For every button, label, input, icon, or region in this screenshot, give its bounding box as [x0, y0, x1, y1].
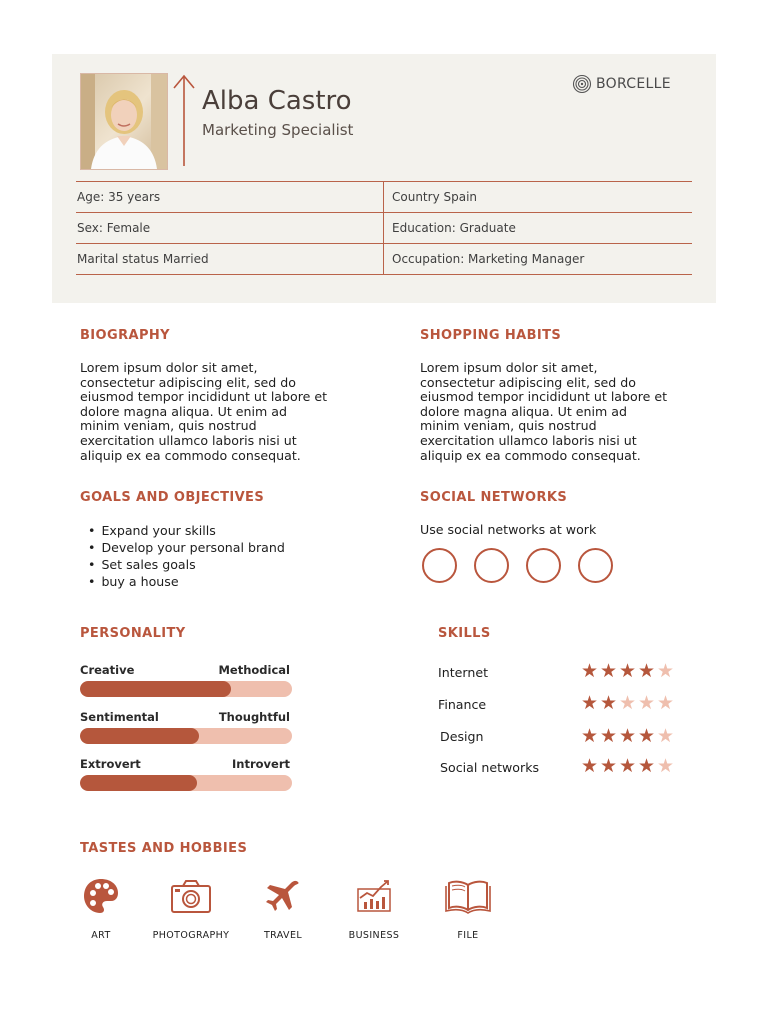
info-sex: Sex: Female [76, 213, 384, 243]
star-empty-icon: ★ [618, 692, 637, 714]
biography-title: BIOGRAPHY [80, 328, 170, 343]
palette-icon [81, 876, 121, 916]
star-filled-icon: ★ [618, 725, 637, 747]
personality-bar [80, 728, 292, 744]
personality-bar-fill [80, 681, 231, 697]
profile-photo [80, 73, 168, 170]
goal-item: • Develop your personal brand [88, 539, 285, 556]
camera-icon [169, 876, 213, 916]
star-filled-icon: ★ [580, 692, 599, 714]
info-row [76, 181, 692, 212]
skill-rating [580, 694, 675, 713]
airplane-icon [263, 876, 303, 916]
hobby-label: ART [91, 930, 111, 941]
hobby-file [423, 876, 513, 941]
goals-title: GOALS AND OBJECTIVES [80, 490, 265, 505]
hobby-label: BUSINESS [348, 930, 400, 941]
info-occupation: Occupation: Marketing Manager [392, 252, 585, 266]
star-filled-icon: ★ [618, 660, 637, 682]
star-empty-icon: ★ [656, 660, 675, 682]
star-filled-icon: ★ [580, 725, 599, 747]
goal-item: • Set sales goals [88, 556, 285, 573]
trait-right-label: Thoughtful [218, 710, 290, 724]
personality-bar [80, 775, 292, 791]
brand-logo [572, 74, 671, 94]
star-empty-icon: ★ [656, 725, 675, 747]
star-filled-icon: ★ [580, 755, 599, 777]
social-networks-text: Use social networks at work [420, 522, 597, 537]
open-book-icon [445, 876, 491, 916]
star-filled-icon: ★ [637, 755, 656, 777]
skill-rating [580, 757, 675, 776]
skill-rating [580, 727, 675, 746]
info-marital-status: Marital status Married [76, 244, 384, 274]
trait-left-label: Creative [80, 663, 135, 677]
hobby-label: FILE [457, 930, 479, 941]
skill-rating [580, 662, 675, 681]
shopping-habits-text: Lorem ipsum dolor sit amet, consectetur adipiscing elit, sed do eiusmod tempor incididunt ut labore et dolore magna aliqua. Ut enim ad minim veniam, quis nostrud exercitation ullamco laboris nisi ut aliquip ex ea commodo consequat. [420, 360, 668, 463]
business-chart-icon [354, 876, 394, 916]
star-empty-icon: ★ [637, 692, 656, 714]
hobby-label: TRAVEL [263, 930, 303, 941]
star-filled-icon: ★ [599, 755, 618, 777]
skills-title: SKILLS [438, 626, 491, 641]
trait-left-label: Extrovert [80, 757, 141, 771]
social-network-circle[interactable] [422, 548, 457, 583]
social-network-circle[interactable] [526, 548, 561, 583]
info-row [76, 212, 692, 243]
trait-left-label: Sentimental [80, 710, 159, 724]
info-age: Age: 35 years [76, 182, 384, 212]
shopping-habits-title: SHOPPING HABITS [420, 328, 562, 343]
goal-item: • buy a house [88, 573, 285, 590]
star-empty-icon: ★ [656, 755, 675, 777]
personality-bar-fill [80, 775, 197, 791]
fingerprint-logo-icon [572, 74, 592, 94]
info-education: Education: Graduate [392, 221, 516, 235]
up-arrow-icon [170, 72, 198, 168]
skill-name: Finance [438, 697, 487, 712]
hobby-photography [146, 876, 236, 941]
brand-name: BORCELLE [596, 76, 671, 92]
star-filled-icon: ★ [599, 660, 618, 682]
info-row [76, 243, 692, 275]
skill-name: Internet [438, 665, 489, 680]
trait-right-label: Introvert [232, 757, 290, 771]
trait-right-label: Methodical [218, 663, 290, 677]
skill-name: Design [440, 729, 484, 744]
info-country: Country Spain [392, 190, 478, 204]
hobby-travel [238, 876, 328, 941]
goals-list [88, 522, 285, 590]
star-filled-icon: ★ [580, 660, 599, 682]
hobbies-title: TASTES AND HOBBIES [80, 841, 248, 856]
personality-bar [80, 681, 292, 697]
star-filled-icon: ★ [637, 660, 656, 682]
star-filled-icon: ★ [599, 725, 618, 747]
profile-photo-illustration [81, 74, 167, 169]
personality-bar-fill [80, 728, 199, 744]
personality-title: PERSONALITY [80, 626, 186, 641]
skill-name: Social networks [440, 760, 540, 775]
hobby-label: PHOTOGRAPHY [152, 930, 230, 941]
person-name: Alba Castro [202, 86, 352, 116]
star-filled-icon: ★ [599, 692, 618, 714]
social-network-circle[interactable] [578, 548, 613, 583]
hobby-business [329, 876, 419, 941]
personal-info-table [76, 181, 692, 275]
social-network-circle[interactable] [474, 548, 509, 583]
person-role: Marketing Specialist [202, 121, 354, 139]
biography-text: Lorem ipsum dolor sit amet, consectetur adipiscing elit, sed do eiusmod tempor incididunt ut labore et dolore magna aliqua. Ut enim ad minim veniam, quis nostrud exercitation ullamco laboris nisi ut aliquip ex ea commodo consequat. [80, 360, 328, 463]
social-networks-title: SOCIAL NETWORKS [420, 490, 568, 505]
star-empty-icon: ★ [656, 692, 675, 714]
star-filled-icon: ★ [637, 725, 656, 747]
hobby-art [56, 876, 146, 941]
goal-item: • Expand your skills [88, 522, 285, 539]
star-filled-icon: ★ [618, 755, 637, 777]
